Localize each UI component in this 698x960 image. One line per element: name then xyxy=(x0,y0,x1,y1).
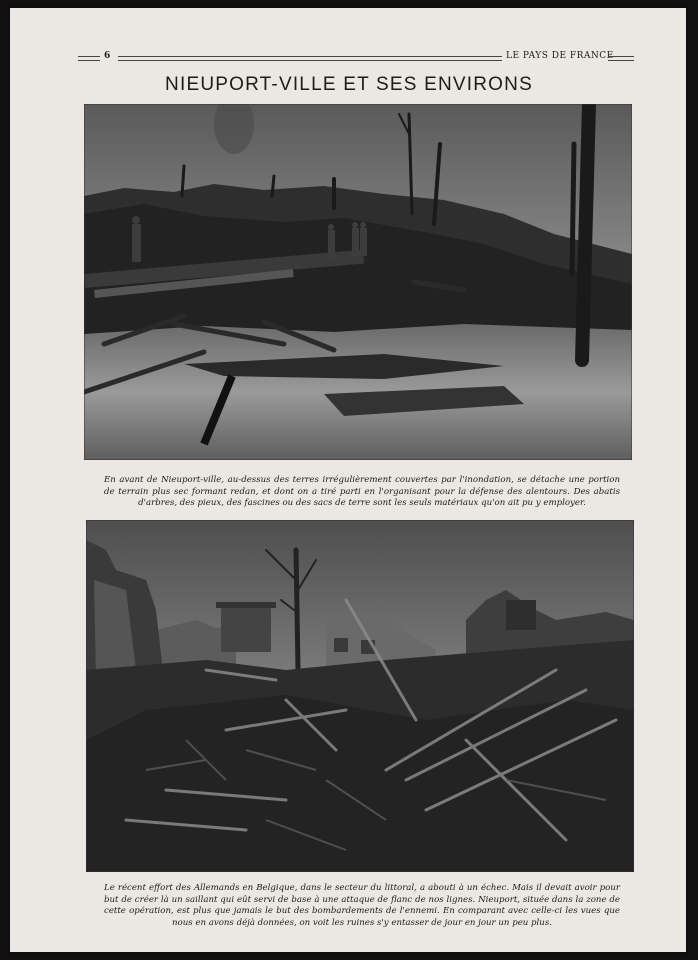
page-number: 6 xyxy=(104,51,111,61)
page-title: NIEUPORT-VILLE ET SES ENVIRONS xyxy=(165,74,533,95)
photo-flooded-redan-image xyxy=(84,104,632,460)
publication-name: LE PAYS DE FRANCE xyxy=(506,51,614,61)
photo-caption-2: Le récent effort des Allemands en Belgique, dans le secteur du littoral, a abouti à un échec. Mais il devait avoir pour but de créer là un saillant qui eût servi de base à une attaque de flanc de nos lignes. Nieuport, située dans la zone de cette opération, est plus que jamais le but des bombardements de l'ennemi. En comparant avec celle-ci les vues que nous en avons déjà données, on voit les ruines s'y entasser de jour en jour un peu plus. xyxy=(104,883,620,928)
header-rule-middle xyxy=(118,56,502,61)
header-rule-left xyxy=(78,56,100,61)
photo-caption-1: En avant de Nieuport-ville, au-dessus des terres irrégulièrement couvertes par l'inondation, se détache une portion de terrain plus sec formant redan, et dont on a tiré parti en l'organisant pour la défense des alentours. Des abatis d'arbres, des pieux, des fascines ou des sacs de terre sont les seuls matériaux qu'on ait pu y employer. xyxy=(104,475,620,508)
photo-nieuport-ruins xyxy=(86,520,634,872)
photo-flooded-redan xyxy=(84,104,632,460)
header-rule-right xyxy=(608,56,634,61)
photo-nieuport-ruins-image xyxy=(86,520,634,872)
page-header xyxy=(78,50,634,66)
